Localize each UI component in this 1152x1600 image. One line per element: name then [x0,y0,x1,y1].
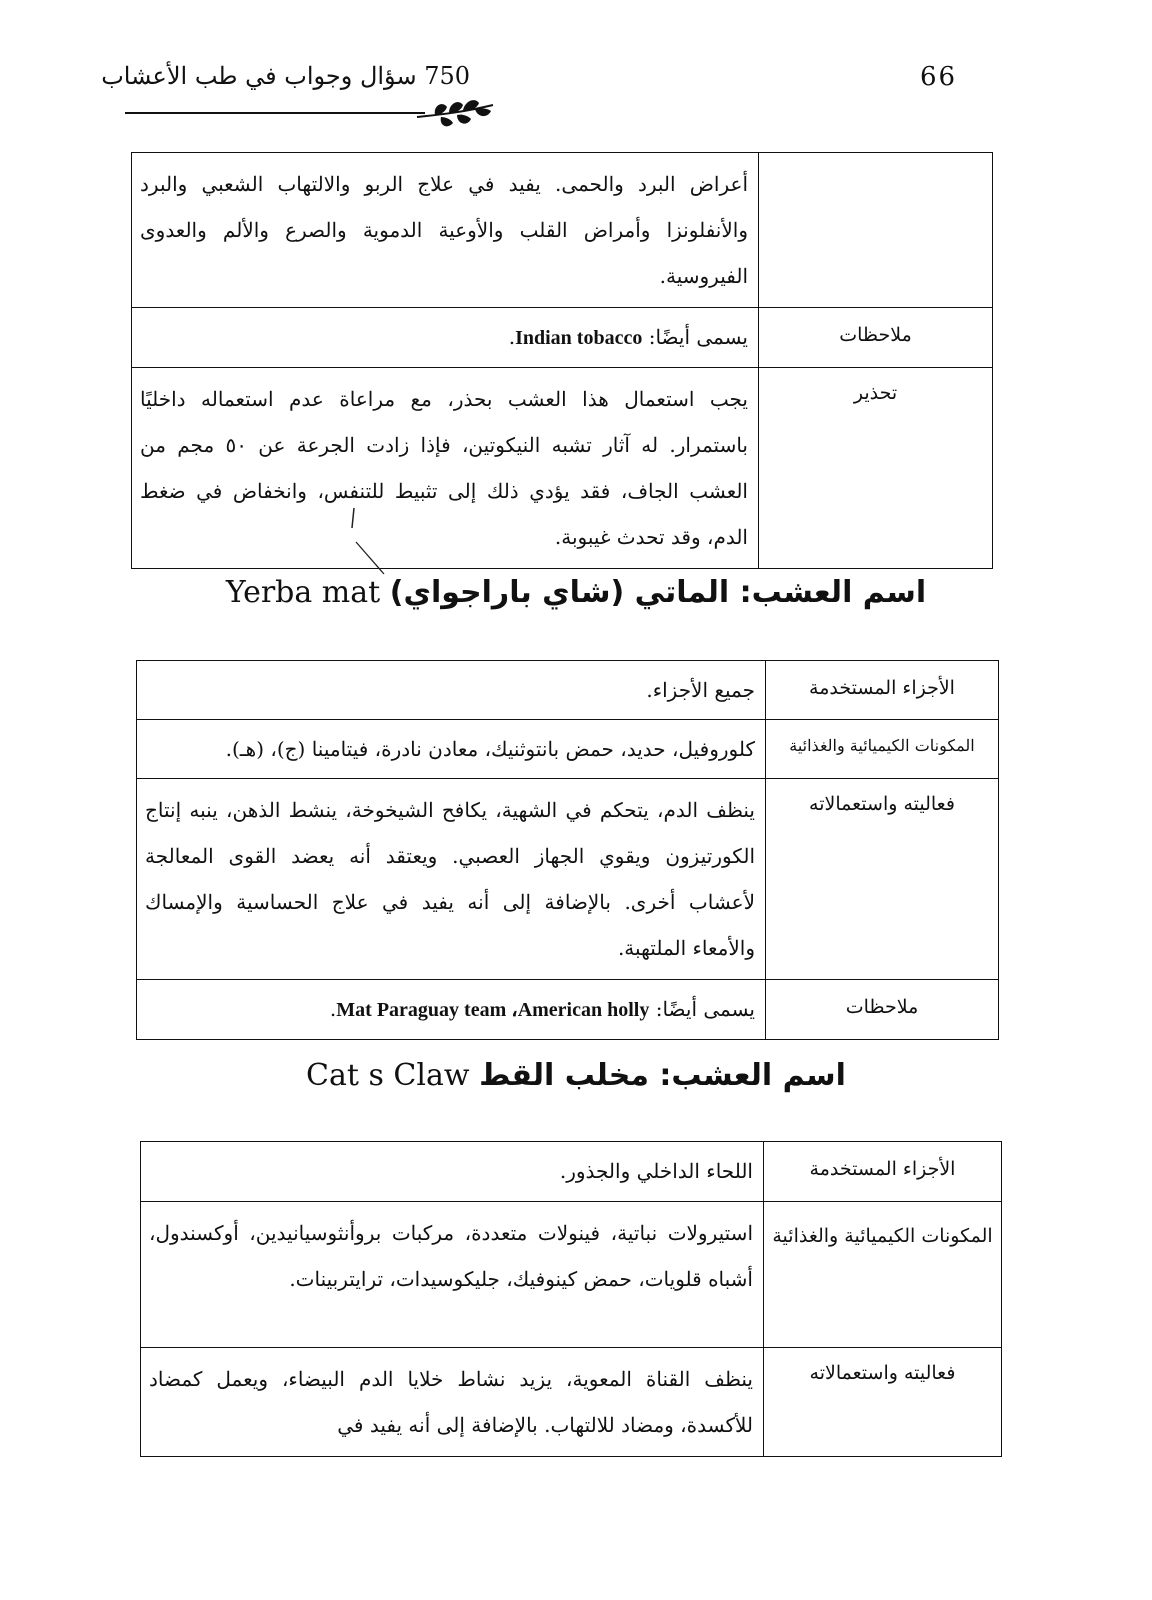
herb-title-latin: Yerba mat [225,575,381,610]
herb-title-yerba [150,575,1002,610]
row-label [759,153,993,308]
row-label: الأجزاء المستخدمة [764,1142,1002,1202]
header-rule [125,112,425,114]
row-value: أعراض البرد والحمى. يفيد في علاج الربو والالتهاب الشعبي والبرد والأنفلونزا وأمراض القلب والأوعية الدموية والصرع والألم والعدوى الفيروسية. [132,153,759,308]
value-prefix: يسمى أيضًا: [648,325,748,349]
row-label: المكونات الكيميائية والغذائية [764,1202,1002,1348]
latin-name: Mat Paraguay team ،American holly [336,999,650,1021]
row-value: ينظف القناة المعوية، يزيد نشاط خلايا الدم البيضاء، ويعمل كمضاد للأكسدة، ومضاد للالتهاب. بالإضافة إلى أنه يفيد في [141,1348,764,1457]
table-row [132,153,993,308]
value-prefix: يسمى أيضًا: [655,997,755,1021]
row-label: ملاحظات [766,980,999,1040]
value-suffix: . [329,997,337,1021]
table-row [137,720,999,779]
continued-herb-table [131,152,993,569]
cats-claw-table [140,1141,1002,1457]
table-row [132,308,993,368]
stray-pen-mark [340,500,400,580]
row-label: ملاحظات [759,308,993,368]
table-row [141,1202,1002,1348]
row-value: اللحاء الداخلي والجذور. [141,1142,764,1202]
table-row [137,779,999,980]
row-value: استيرولات نباتية، فينولات متعددة، مركبات بروأنثوسيانيدين، أوكسندول، أشباه قلويات، حمض كينوفيك، جليكوسيدات، ترايتربينات. [141,1202,764,1348]
row-value [132,308,759,368]
row-value: كلوروفيل، حديد، حمض بانتوثنيك، معادن نادرة، فيتامينا (ج)، (هـ). [137,720,766,779]
row-label: المكونات الكيميائية والغذائية [766,720,999,779]
page-number: 66 [920,62,958,92]
row-label: فعاليته واستعمالاته [766,779,999,980]
row-label: الأجزاء المستخدمة [766,661,999,720]
table-row [137,980,999,1040]
herb-title-catsclaw [150,1058,1002,1093]
herb-title-arabic: اسم العشب: الماتي (شاي باراجواي) [389,575,927,610]
herb-title-latin: Cat s Claw [306,1058,470,1093]
row-value: جميع الأجزاء. [137,661,766,720]
latin-name: Indian tobacco [515,327,643,349]
row-value: يجب استعمال هذا العشب بحذر، مع مراعاة عدم استعماله داخليًا باستمرار. له آثار تشبه النيكوتين، فإذا زادت الجرعة عن ٥٠ مجم من العشب الجاف، فقد يؤدي ذلك إلى تثبيط للتنفس، وانخفاض في ضغط الدم، وقد تحدث غيبوبة. [132,368,759,569]
table-row [137,661,999,720]
herb-title-arabic: اسم العشب: مخلب القط [479,1058,846,1093]
running-title: 750 سؤال وجواب في طب الأعشاب [101,62,470,90]
row-label: فعاليته واستعمالاته [764,1348,1002,1457]
table-row [141,1348,1002,1457]
row-label: تحذير [759,368,993,569]
value-suffix: . [508,325,516,349]
table-row [141,1142,1002,1202]
table-row [132,368,993,569]
row-value [137,980,766,1040]
row-value: ينظف الدم، يتحكم في الشهية، يكافح الشيخوخة، ينشط الذهن، ينبه إنتاج الكورتيزون ويقوي الجهاز العصبي. ويعتقد أنه يعضد القوى المعالجة لأعشاب أخرى. بالإضافة إلى أنه يفيد في علاج الحساسية والإمساك والأمعاء الملتهبة. [137,779,766,980]
leaf-ornament-icon [415,97,495,131]
yerba-mat-table [136,660,999,1040]
